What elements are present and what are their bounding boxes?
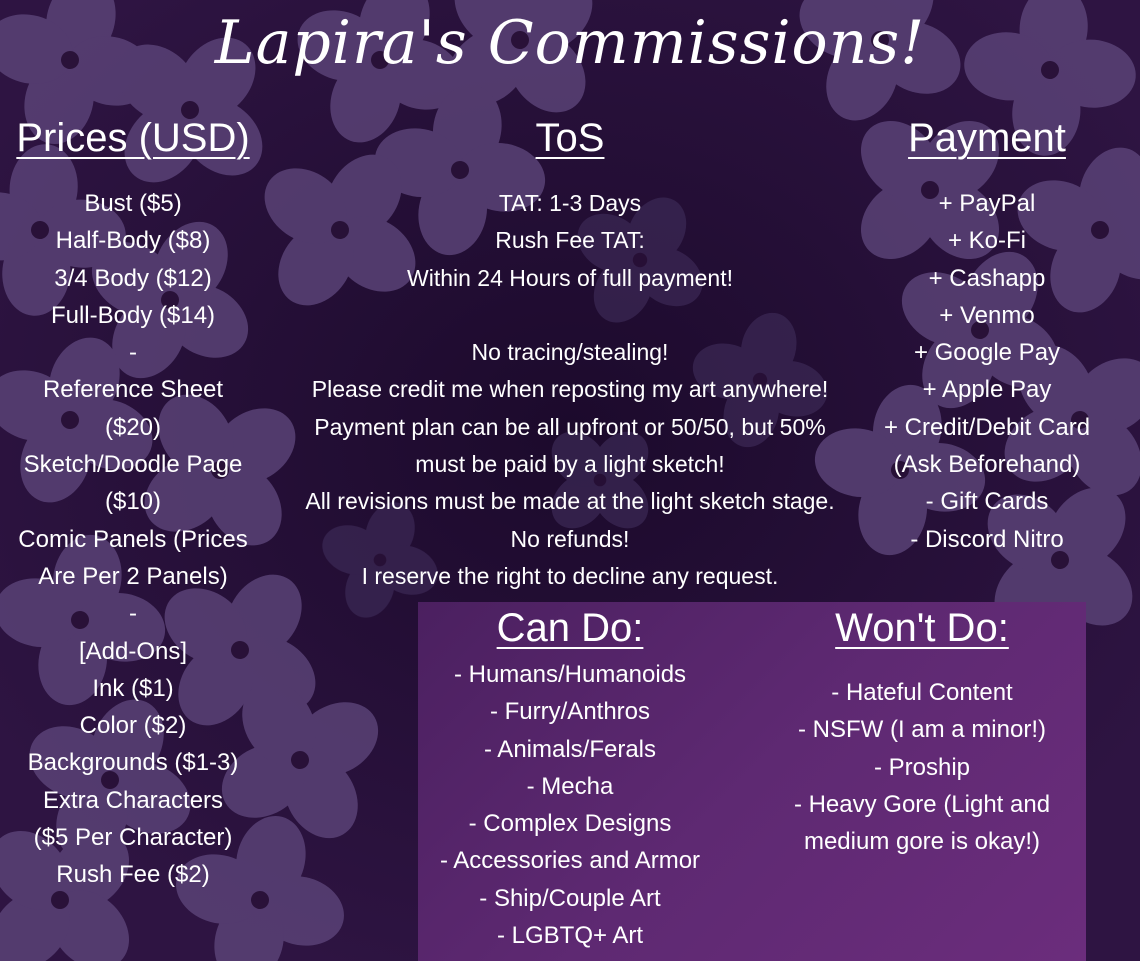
payment-heading: Payment	[908, 116, 1066, 160]
price-item: [Add-Ons]	[78, 637, 188, 665]
payment-item: + PayPal	[938, 190, 1036, 217]
can-do-item: - Complex Designs	[468, 810, 672, 838]
can-do-item: - Accessories and Armor	[439, 847, 701, 875]
price-item: ($5 Per Character)	[33, 824, 233, 852]
price-item: Extra Characters	[42, 786, 224, 814]
price-item: Reference Sheet	[42, 376, 224, 404]
can-do-list	[418, 656, 722, 954]
wont-do-list	[770, 674, 1074, 860]
prices-heading: Prices (USD)	[16, 116, 250, 160]
price-item: Color ($2)	[79, 712, 187, 740]
price-item: Sketch/Doodle Page	[23, 451, 243, 479]
tos-item: I reserve the right to decline any request.	[361, 562, 779, 589]
tos-item: Within 24 Hours of full payment!	[407, 264, 733, 291]
can-do-item: - Furry/Anthros	[489, 698, 651, 726]
tos-item: Payment plan can be all upfront or 50/50, but 50%	[314, 413, 826, 440]
price-item: -	[129, 339, 137, 367]
page-title: Lapira's Commissions!	[214, 8, 926, 78]
can-do-item: - Mecha	[526, 772, 614, 800]
tos-item: No tracing/stealing!	[471, 339, 669, 366]
payment-item: + Credit/Debit Card	[883, 413, 1091, 441]
tos-item: All revisions must be made at the light sketch stage.	[305, 488, 835, 515]
can-do-item: - Animals/Ferals	[483, 735, 657, 763]
price-item: -	[129, 600, 137, 628]
price-item: Full-Body ($14)	[50, 301, 216, 329]
prices-list	[0, 185, 266, 894]
tos-item: Rush Fee TAT:	[495, 227, 645, 254]
price-item: Are Per 2 Panels)	[38, 562, 228, 590]
wont-do-item: - Heavy Gore (Light and	[793, 790, 1051, 818]
tos-item: Please credit me when reposting my art anywhere!	[311, 376, 829, 403]
price-item: Ink ($1)	[92, 674, 174, 702]
price-item: Bust ($5)	[84, 190, 182, 217]
payment-item: - Discord Nitro	[910, 525, 1064, 553]
price-item: 3/4 Body ($12)	[54, 264, 212, 292]
payment-item: + Google Pay	[913, 339, 1061, 367]
payment-item: - Gift Cards	[925, 488, 1049, 516]
price-item: Half-Body ($8)	[55, 227, 211, 255]
can-do-item: - LGBTQ+ Art	[496, 922, 644, 950]
payment-list	[872, 185, 1102, 558]
payment-item: (Ask Beforehand)	[893, 451, 1081, 479]
wont-do-item: medium gore is okay!)	[803, 828, 1041, 856]
wont-do-item: - NSFW (I am a minor!)	[797, 716, 1046, 744]
wont-do-item: - Proship	[873, 753, 971, 781]
can-do-item: - Humans/Humanoids	[453, 661, 687, 688]
price-item: Comic Panels (Prices	[18, 525, 248, 553]
payment-item: + Cashapp	[928, 264, 1046, 292]
can-do-heading: Can Do:	[496, 606, 644, 650]
tos-heading: ToS	[535, 116, 605, 160]
price-item: ($20)	[104, 413, 162, 441]
price-item: ($10)	[104, 488, 162, 516]
price-item: Rush Fee ($2)	[56, 861, 210, 889]
tos-item	[270, 297, 870, 334]
wont-do-item: - Hateful Content	[831, 679, 1013, 706]
tos-list	[270, 185, 870, 595]
wont-do-heading: Won't Do:	[835, 606, 1009, 650]
payment-item: + Ko-Fi	[947, 227, 1027, 255]
tos-item: TAT: 1-3 Days	[498, 190, 642, 216]
tos-item: must be paid by a light sketch!	[415, 451, 725, 478]
price-item: Backgrounds ($1-3)	[27, 749, 239, 777]
payment-item: + Apple Pay	[922, 376, 1052, 404]
can-do-item: - Ship/Couple Art	[479, 884, 661, 912]
payment-item: + Venmo	[939, 301, 1035, 329]
tos-item: No refunds!	[510, 525, 630, 552]
